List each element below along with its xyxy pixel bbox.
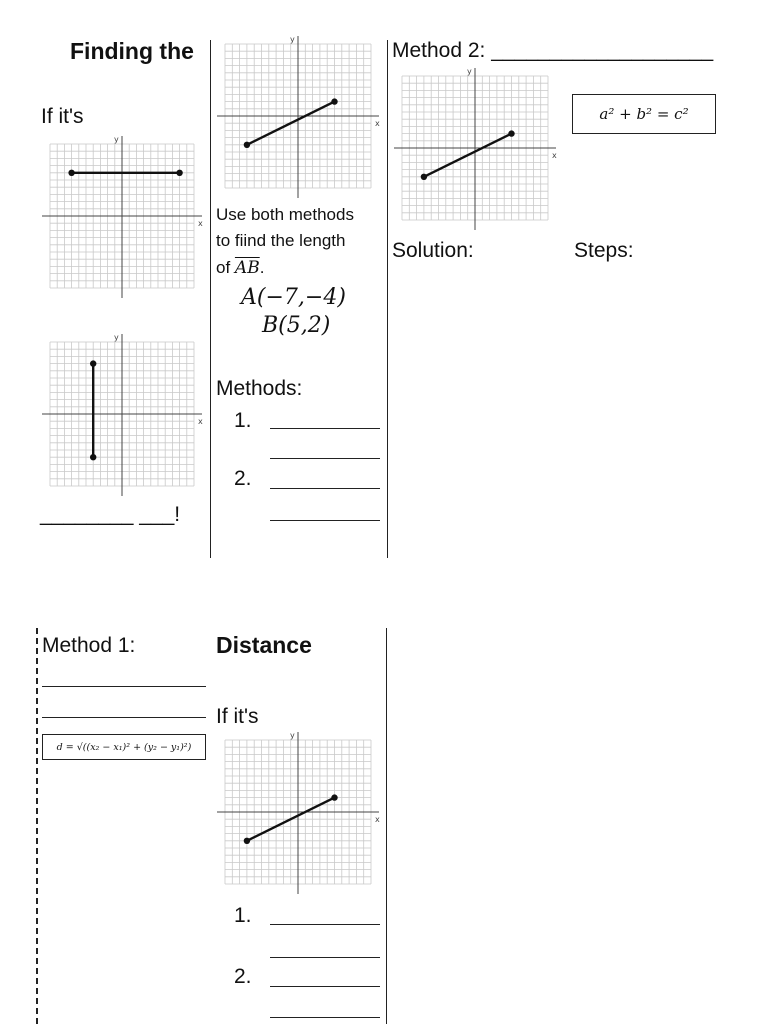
- point-b: B(5,2): [262, 313, 331, 338]
- segment-name: $\overline{AB}$: [234, 257, 260, 278]
- panel-title: Finding the: [70, 38, 194, 64]
- bottom-if-its-label: If it's: [216, 705, 259, 728]
- instructions: [216, 202, 354, 281]
- method-item-2: 2.: [234, 467, 252, 490]
- graph-vertical-segment: [42, 332, 202, 496]
- graph-method-2: [394, 66, 556, 230]
- pythagorean-formula: a² + b² = c²: [599, 105, 689, 123]
- segment-endpoint: [508, 130, 514, 136]
- divider-line-2: [387, 40, 388, 558]
- y-axis-label: y: [290, 35, 295, 44]
- segment-endpoint: [244, 142, 250, 148]
- graph-diagonal-segment: [217, 34, 379, 198]
- segment-endpoint: [244, 838, 250, 844]
- x-axis-label: x: [375, 815, 380, 824]
- segment-endpoint: [331, 794, 337, 800]
- bottom-item-1: 1.: [234, 904, 252, 927]
- x-axis-label: x: [552, 151, 557, 160]
- graph-distance-segment: [217, 730, 379, 894]
- method-blank-2b: [270, 520, 380, 521]
- pythagorean-formula-box: [572, 94, 716, 134]
- segment-endpoint: [421, 174, 427, 180]
- x-axis-label: x: [375, 119, 380, 128]
- graph-horizontal-segment: [42, 134, 202, 298]
- bottom-blank-1a: [270, 924, 380, 925]
- segment-endpoint: [90, 360, 96, 366]
- instructions-line-2: to fiind the length: [216, 231, 346, 251]
- point-a: A(−7,−4): [241, 285, 346, 310]
- instructions-line-1: Use both methods: [216, 205, 354, 224]
- method-blank-1b: [270, 458, 380, 459]
- y-axis-label: y: [114, 135, 119, 144]
- bottom-blank-2a: [270, 986, 380, 987]
- x-axis-label: x: [198, 219, 203, 228]
- bottom-blank-2b: [270, 1017, 380, 1018]
- y-axis-label: y: [114, 333, 119, 342]
- distance-formula: d = √((x₂ − x₁)² + (y₂ − y₁)²): [56, 741, 192, 753]
- segment-endpoint: [90, 454, 96, 460]
- distance-title: Distance: [216, 632, 312, 658]
- segment-endpoint: [68, 170, 74, 176]
- y-axis-label: y: [290, 731, 295, 740]
- instructions-of: of: [216, 257, 231, 277]
- solution-label: Solution:: [392, 239, 474, 262]
- y-axis-label: y: [467, 67, 472, 76]
- method-blank-1a: [270, 428, 380, 429]
- method-1-blank-b: [42, 717, 206, 718]
- x-axis-label: x: [198, 417, 203, 426]
- divider-line-3: [386, 628, 387, 1024]
- instructions-line-3: of $\overline{AB}$.: [216, 257, 265, 278]
- divider-line-1: [210, 40, 211, 558]
- method-blank-2a: [270, 488, 380, 489]
- fill-in-blank: ________ ___!: [40, 503, 181, 526]
- method-item-1: 1.: [234, 409, 252, 432]
- distance-formula-box: [42, 734, 206, 760]
- segment-endpoint: [176, 170, 182, 176]
- method-2-label: Method 2: ___________________: [392, 39, 714, 62]
- if-its-label: If it's: [41, 105, 84, 128]
- bottom-item-2: 2.: [234, 965, 252, 988]
- method-1-label: Method 1:: [42, 634, 136, 657]
- segment-endpoint: [331, 98, 337, 104]
- steps-label: Steps:: [574, 239, 634, 262]
- methods-label: Methods:: [216, 377, 303, 400]
- fold-line: [36, 628, 38, 1024]
- method-1-blank-a: [42, 686, 206, 687]
- bottom-blank-1b: [270, 957, 380, 958]
